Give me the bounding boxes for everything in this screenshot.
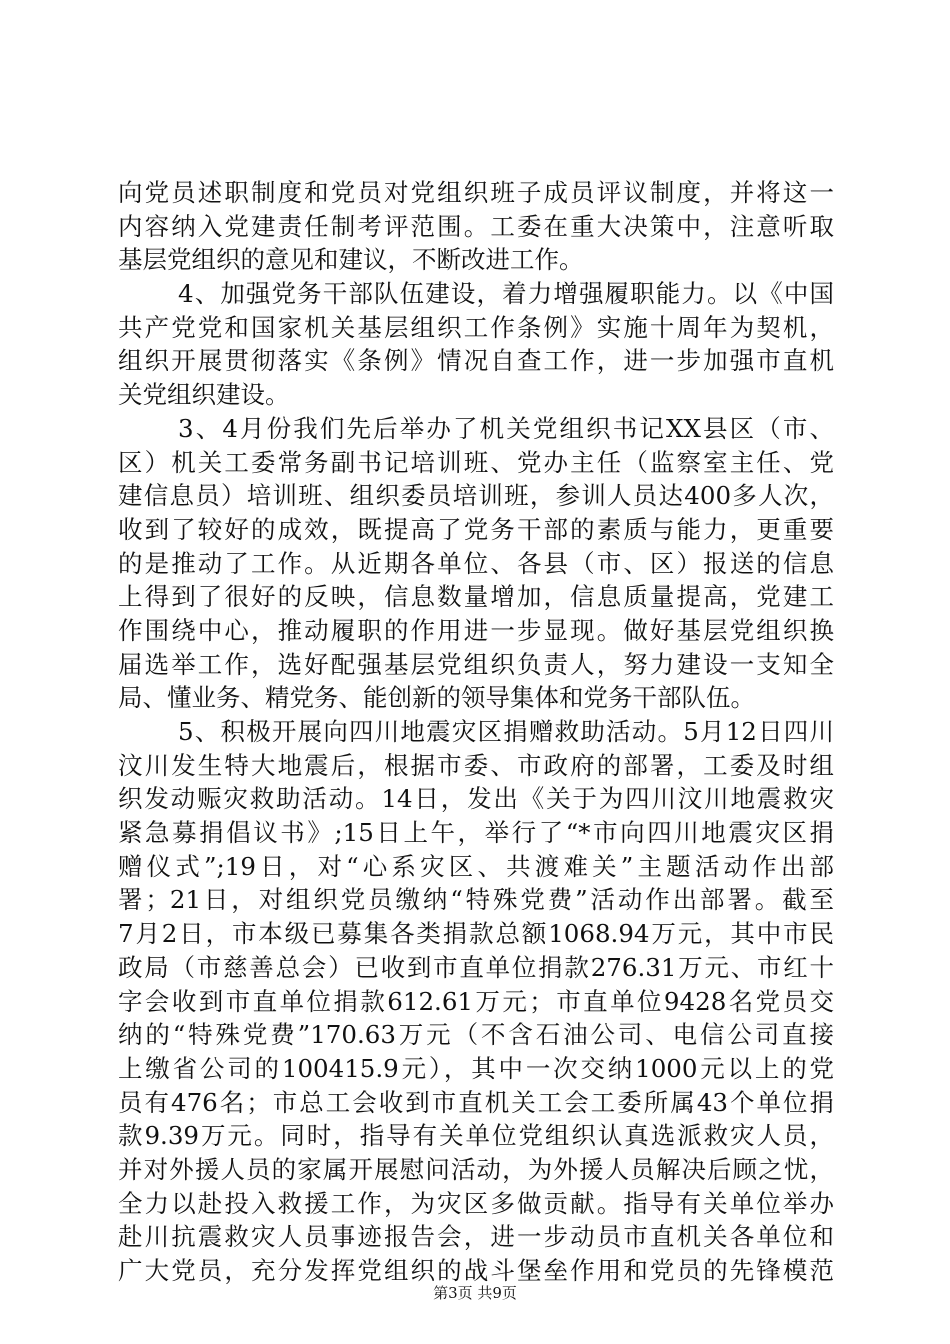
text-line: 7月2日，市本级已募集各类捐款总额1068.94万元，其中市民 [118, 919, 834, 949]
text-line: 上缴省公司的100415.9元），其中一次交纳1000元以上的党 [118, 1053, 834, 1083]
text-line: 收到了较好的成效，既提高了党务干部的素质与能力，更重要 [118, 514, 834, 544]
text-line: 组织开展贯彻落实《条例》情况自查工作，进一步加强市直机 [118, 346, 834, 376]
text-line: 赠仪式”;19日，对“心系灾区、共渡难关”主题活动作出部 [118, 851, 834, 881]
text-line: 全力以赴投入救援工作，为灾区多做贡献。指导有关单位举办 [118, 1188, 834, 1218]
text-line: 纳的“特殊党费”170.63万元（不含石油公司、电信公司直接 [118, 1020, 834, 1050]
text-line: 紧急募捐倡议书》;15日上午，举行了“*市向四川地震灾区捐 [118, 818, 834, 848]
text-line: 局、懂业务、精党务、能创新的领导集体和党务干部队伍。 [118, 683, 755, 713]
text-line: 共产党党和国家机关基层组织工作条例》实施十周年为契机， [118, 312, 834, 342]
text-line: 区）机关工委常务副书记培训班、党办主任（监察室主任、党 [118, 447, 834, 477]
text-line: 织发动赈灾救助活动。14日，发出《关于为四川汶川地震救灾 [118, 784, 834, 814]
text-line: 作围绕中心，推动履职的作用进一步显现。做好基层党组织换 [118, 615, 834, 645]
text-line: 内容纳入党建责任制考评范围。工委在重大决策中，注意听取 [118, 211, 834, 241]
page-footer [0, 1282, 950, 1303]
text-line: 关党组织建设。 [118, 380, 290, 410]
text-line: 届选举工作，选好配强基层党组织负责人，努力建设一支知全 [118, 649, 834, 679]
text-line: 员有476名；市总工会收到市直机关工会工委所属43个单位捐 [118, 1087, 834, 1117]
text-line: 3、4月份我们先后举办了机关党组织书记XX县区（市、 [178, 413, 834, 443]
text-line: 款9.39万元。同时，指导有关单位党组织认真选派救灾人员， [118, 1121, 834, 1151]
text-line: 4、加强党务干部队伍建设，着力增强履职能力。以《中国 [178, 279, 834, 309]
text-line: 广大党员，充分发挥党组织的战斗堡垒作用和党员的先锋模范 [118, 1256, 834, 1285]
text-line: 建信息员）培训班、组织委员培训班，参训人员达400多人次， [118, 481, 834, 511]
text-line: 向党员述职制度和党员对党组织班子成员评议制度，并将这一 [118, 178, 834, 207]
page-number-label: 第3页 共9页 [433, 1284, 517, 1302]
text-line: 上得到了很好的反映，信息数量增加，信息质量提高，党建工 [118, 582, 834, 612]
text-line: 汶川发生特大地震后，根据市委、市政府的部署，工委及时组 [118, 750, 834, 780]
text-line: 赴川抗震救灾人员事迹报告会，进一步动员市直机关各单位和 [118, 1222, 834, 1252]
text-line: 的是推动了工作。从近期各单位、各县（市、区）报送的信息 [118, 548, 834, 578]
text-line: 5、积极开展向四川地震灾区捐赠救助活动。5月12日四川 [178, 717, 834, 746]
text-line: 并对外援人员的家属开展慰问活动，为外援人员解决后顾之忧， [118, 1154, 834, 1184]
text-line: 政局（市慈善总会）已收到市直单位捐款276.31万元、市红十 [118, 952, 834, 982]
document-body [118, 176, 834, 1288]
text-line: 基层党组织的意见和建议，不断改进工作。 [118, 245, 584, 275]
text-line: 署；21日，对组织党员缴纳“特殊党费”活动作出部署。截至 [118, 885, 834, 915]
text-line: 字会收到市直单位捐款612.61万元；市直单位9428名党员交 [118, 986, 834, 1016]
